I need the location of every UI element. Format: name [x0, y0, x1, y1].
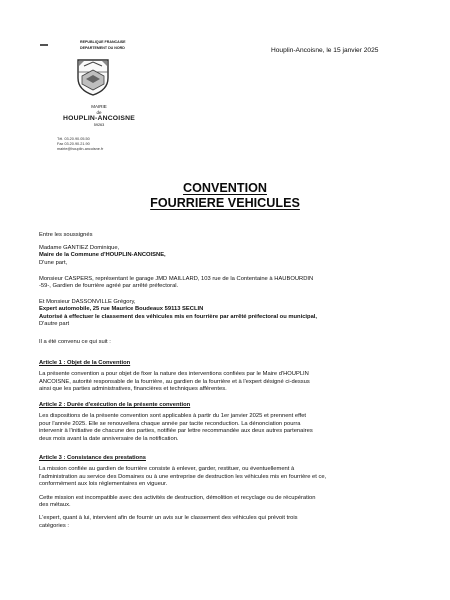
party-3-block [39, 299, 417, 329]
document-title-line-1 [0, 181, 450, 196]
article-3-line: l'administration au service des Domaines ou à une entreprise de destruction les véhicules mis en fourrière et ce, [39, 473, 327, 480]
postcode: 59263 [93, 123, 105, 127]
article-2-line: Les dispositions de la présente convention sont applicables à partir du 1er janvier 2025 et prennent effet [39, 413, 307, 420]
article-1-line: ainsi que les parties administratives, financières et techniques afférentes. [39, 386, 227, 393]
party-1-line: Maire de la Commune d'HOUPLIN-ANCOISNE, [39, 252, 166, 259]
email-address: mairie@houplin-ancoisne.fr [57, 147, 104, 151]
article-1-heading: Article 1 : Objet de la Convention [39, 360, 131, 366]
article-2-line: deux mois avant la date anniversaire de la notification. [39, 435, 179, 442]
article-3-line: La mission confiée au gardien de fourrière consiste à enlever, garder, restituer, ou éventuellement à [39, 466, 295, 473]
date-line: Houplin-Ancoisne, le 15 janvier 2025 [271, 47, 379, 54]
party-1-line: Madame GANTIEZ Dominique, [39, 245, 120, 251]
party-2-line: -59-, Gardien de fourrière agréé par arrêté préfectoral. [39, 283, 179, 290]
intro-text: Entre les soussignés [39, 232, 93, 238]
article-2-line: pour l'année 2025. Elle se renouvellera chaque année par tacite reconduction. La dénonciation pourra [39, 420, 301, 427]
mairie-label: MAIRIE [91, 104, 107, 109]
title-text-2: FOURRIERE VEHICULES [150, 196, 300, 210]
party-3-line: Autorisé à effectuer le classement des véhicules mis en fourrière par arrêté préfectoral ou municipal, [39, 313, 318, 320]
mairie-block [54, 104, 144, 128]
article-3-line: des métaux. [39, 502, 71, 509]
party-1-block [39, 245, 417, 267]
article-1-line: ANCOISNE, autorité responsable de la fourrière, au gardien de la fourrière et à l'expert désigné ci-dessus [39, 378, 310, 385]
article-2 [39, 402, 417, 443]
phone-number: Tél. 03.20.90.05.50 [57, 137, 90, 141]
agreed-text: Il a été convenu ce qui suit : [39, 339, 111, 345]
party-2-block [39, 276, 417, 291]
party-3-line: Expert automobile, 25 rue Maurice Boudeaux 59113 SECLIN [39, 306, 204, 313]
fax-number: Fax 03.20.90.21.90 [57, 142, 90, 146]
scan-mark [40, 44, 48, 46]
town-coat-of-arms-icon [76, 58, 110, 96]
article-2-heading: Article 2 : Durée d'exécution de la présente convention [39, 402, 191, 408]
party-2-line: Monsieur CASPERS, représentant le garage JMD MAILLARD, 103 rue de la Contentaine à HAUBOURDIN [39, 276, 314, 282]
header-district: DEPARTEMENT DU NORD [80, 46, 125, 50]
article-3-line: catégories : [39, 522, 69, 529]
town-name: HOUPLIN-ANCOISNE [63, 115, 135, 122]
article-3-line: Cette mission est incompatible avec des activités de destruction, démolition et recyclage ou de récupération [39, 494, 316, 501]
party-3-line: Et Monsieur DASSONVILLE Grégory, [39, 299, 136, 305]
mairie-de: de [96, 110, 102, 115]
article-2-line: intervenir à l'initiative de chacune des parties, notifiée par lettre recommandée aux deux autres partenaires [39, 428, 313, 435]
article-1-line: La présente convention a pour objet de fixer la nature des interventions confiées par le Maire d'HOUPLIN [39, 371, 309, 378]
article-3-line: conformément aux lois réglementaires en vigueur. [39, 481, 168, 488]
title-text-1: CONVENTION [183, 181, 267, 195]
party-1-line: D'une part, [39, 259, 68, 266]
article-3-heading: Article 3 : Consistance des prestations [39, 455, 146, 461]
article-3 [39, 455, 417, 530]
contact-block [57, 137, 103, 152]
document-title-line-2 [0, 196, 450, 211]
party-3-line: D'autre part [39, 321, 70, 328]
article-1 [39, 360, 417, 394]
article-3-line: L'expert, quant à lui, intervient afin de fournir un avis sur le classement des véhicules qui prévoit trois [39, 515, 298, 522]
header-republic: REPUBLIQUE FRANCAISE [80, 40, 126, 44]
